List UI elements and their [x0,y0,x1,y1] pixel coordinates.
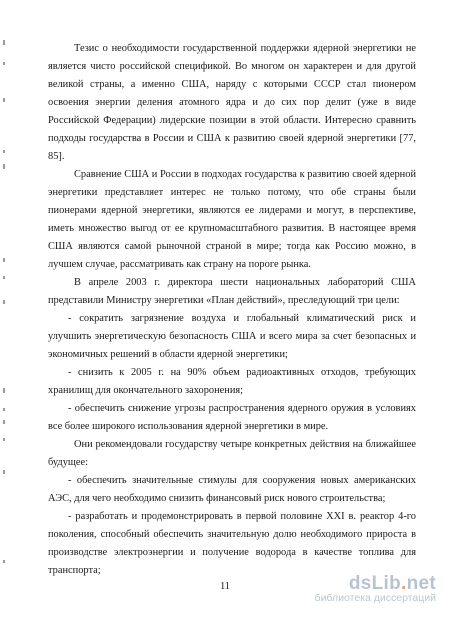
paragraph-4: Они рекомендовали государству четыре конкретных действия на ближайшее будущее: [48,439,416,468]
goal-item-1: - сократить загрязнение воздуха и глобальный климатический риск и улучшить энергетическую безопасность США и всего мира за счет безопасных и экономичных решений в области ядерной энергетики; [48,313,416,360]
goal-item-3: - обеспечить снижение угрозы распространения ядерного оружия в условиях все более широкого использования ядерной энергетики в мире. [48,403,416,432]
paragraph-2: Сравнение США и России в подходах государства к развитию своей ядерной энергетики представляет интерес не только потому, что обе страны были пионерами ядерной энергетики, являются ее лидерами и могут, в перспективе, иметь множество выгод от ее крупномасштабного развития. В настоящее время США являются самой рыночной страной в мире; тогда как Россию можно, в лучшем случае, рассматривать как страну на пороге рынка. [48,169,416,270]
watermark-tagline: библиотека диссертаций [314,592,436,604]
watermark-brand-main: dsLib [348,573,401,594]
action-item-1: - обеспечить значительные стимулы для сооружения новых американских АЭС, для чего необходимо снизить финансовый риск нового строительства; [48,475,416,504]
dslib-watermark-logo [315,573,436,604]
watermark-brand-tld: net [406,573,436,594]
body-text [48,40,416,580]
goal-item-2: - снизить к 2005 г. на 90% объем радиоактивных отходов, требующих хранилищ для окончательного захоронения; [48,367,416,396]
action-item-2: - разработать и продемонстрировать в первой половине XXI в. реактор 4-го поколения, способный обеспечить значительную долю необходимого прироста в производстве электроэнергии и получение водорода в качестве топлива для транспорта; [48,511,416,576]
paragraph-1: Тезис о необходимости государственной поддержки ядерной энергетики не является чисто российской спецификой. Во многом он характерен и для другой великой страны, а именно США, наряду с которыми СССР стал пионером освоения энергии деления атомного ядра и до сих пор делит (уже в виде Российской Федерации) лидерские позиции в этой области. Интересно сравнить подходы государства в России и США к развитию своей ядерной энергетики [77, 85]. [48,43,416,162]
scan-margin-marks [0,0,14,617]
watermark-brand-dot: . [401,573,407,594]
paragraph-3: В апреле 2003 г. директора шести национальных лабораторий США представили Министру энергетики «План действий», преследующий три цели: [48,277,416,306]
page-number: 11 [219,581,231,592]
